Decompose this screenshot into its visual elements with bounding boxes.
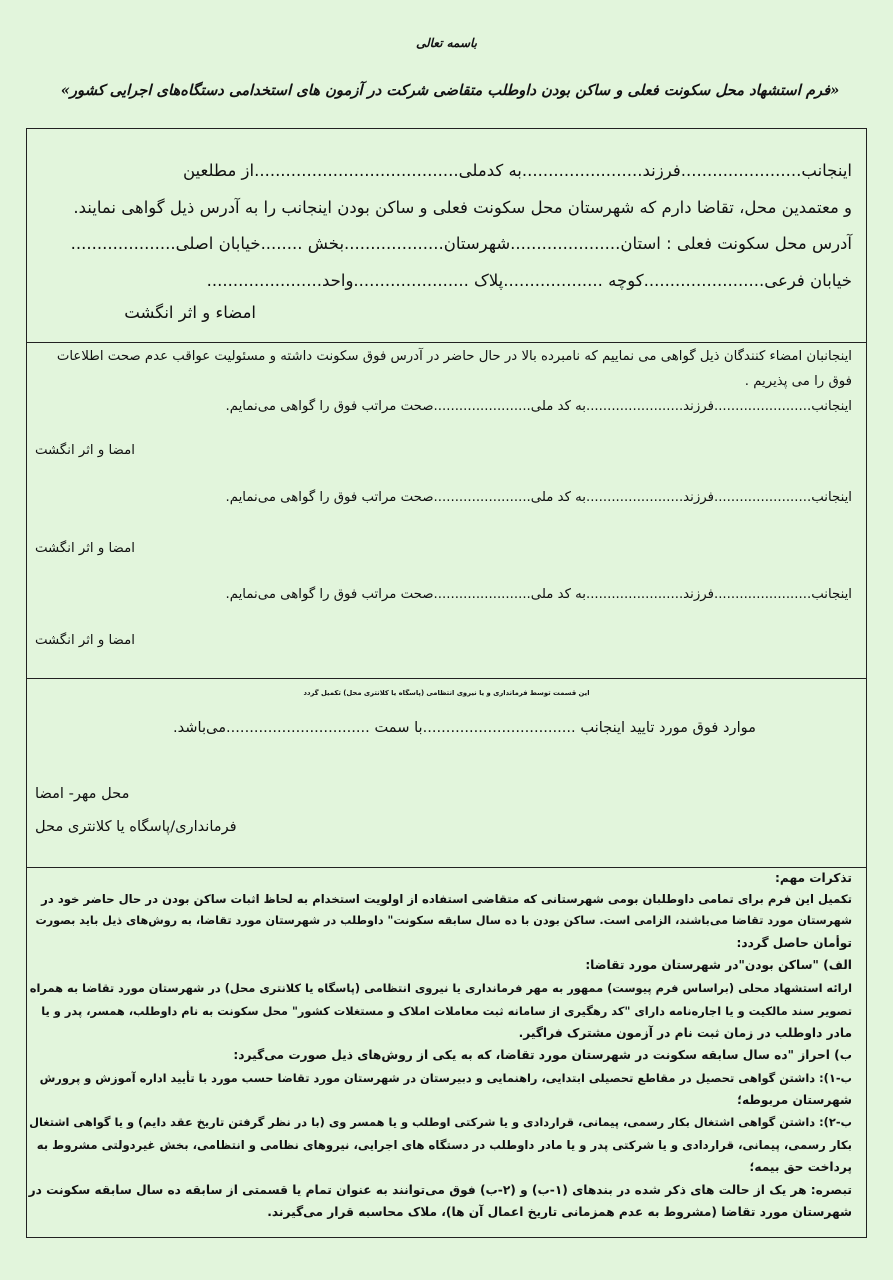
witness-intro-line-2: فوق را می پذیریم . — [744, 374, 852, 389]
stamp-signature-label: محل مهر- امضا — [35, 785, 130, 802]
witness-2-signature: امضا و اثر انگشت — [35, 541, 135, 556]
witness-3-line: اینجانب.......................فرزند.......................به کد ملی.......................صحت مراتب فوق را گواهی می‌نمایم. — [225, 587, 852, 602]
applicant-line-2: و معتمدین محل، تقاضا دارم که شهرستان محل سکونت فعلی و ساکن بودن اینجانب را به آدرس ذیل گواهی نمایند. — [73, 198, 852, 217]
authority-office-label: فرمانداری/پاسگاه یا کلانتری محل — [35, 818, 237, 835]
witness-2-line: اینجانب.......................فرزند.......................به کد ملی.......................صحت مراتب فوق را گواهی می‌نمایم. — [225, 490, 852, 505]
notes-heading: تذکرات مهم: — [775, 871, 852, 885]
applicant-section — [27, 129, 866, 343]
notes-line: ب-۲): داشتن گواهی اشتغال بکار رسمی، پیمانی، قراردادی و یا شرکتی اوطلب و یا همسر وی (با در نظر گرفتن تاریخ عقد دایم) و یا گواهی اشتغال — [29, 1115, 852, 1129]
witness-3-signature: امضا و اثر انگشت — [35, 633, 135, 648]
applicant-line-1: اینجانب.......................فرزند.......................به کدملی.......................................از مطلعین — [182, 161, 852, 180]
notes-line: شهرستان مورد تقاضا می‌باشند، الزامی است. ساکن بودن با ده سال سابقه سکونت" داوطلب در شهرستان مورد تقاضا، به روش‌های ذیل باید بصورت — [35, 914, 852, 927]
notes-line: ارائه استشهاد محلی (براساس فرم پیوست) ممهور به مهر فرمانداری یا نیروی انتظامی (پاسگاه یا کلانتری محل) در شهرستان مورد تقاضا به همراه — [29, 981, 852, 995]
authority-confirmation-line: موارد فوق مورد تایید اینجانب .................................با سمت ...............................می‌باشد. — [173, 719, 756, 736]
notes-section — [27, 868, 866, 1239]
notes-line: شهرستان مورد تقاضا (مشروط به عدم همزمانی تاریخ اعمال آن ها)، ملاک محاسبه قرار می‌گیرند. — [267, 1205, 852, 1219]
witness-1-signature: امضا و اثر انگشت — [35, 443, 135, 458]
authority-section — [27, 679, 866, 868]
notes-line: تصویر سند مالکیت و یا اجاره‌نامه دارای "کد رهگیری از سامانه ثبت معاملات املاک و مستغلات کشور" محل سکونت به نام داوطلب، همسر، پدر و یا — [41, 1004, 852, 1018]
notes-line: توأمان حاصل گردد: — [736, 936, 852, 950]
notes-line: تبصره: هر یک از حالت های ذکر شده در بندهای (۱-ب) و (۲-ب) فوق می‌توانند به عنوان تمام یا قسمتی از سابقه ده سال سابقه سکونت در — [28, 1183, 852, 1197]
witness-1-line: اینجانب.......................فرزند.......................به کد ملی.......................صحت مراتب فوق را گواهی می‌نمایم. — [225, 399, 852, 414]
notes-line: پرداخت حق بیمه؛ — [749, 1160, 852, 1174]
address-line-2: خیابان فرعی.......................کوچه ...................پلاک ......................واحد...................... — [206, 271, 852, 290]
address-line-1: آدرس محل سکونت فعلی : استان.....................شهرستان...................بخش ........خیابان اصلی.................... — [70, 234, 852, 253]
form-frame — [26, 128, 867, 1238]
bismillah-heading: باسمه تعالی — [415, 36, 478, 50]
applicant-signature-label: امضاء و اثر انگشت — [124, 303, 256, 322]
witness-intro-line-1: اینجانبان امضاء کنندگان ذیل گواهی می نماییم که نامبرده بالا در حال حاضر در آدرس فوق سکونت داشته و مسئولیت عواقب عدم صحت اطلاعات — [56, 349, 852, 364]
notes-line: ب-۱): داشتن گواهی تحصیل در مقاطع تحصیلی ابتدایی، راهنمایی و دبیرستان در شهرستان مورد تقاضا حسب مورد با تأیید اداره آموزش و پرورش — [39, 1071, 852, 1085]
notes-line: بکار رسمی، پیمانی، قراردادی و یا شرکتی پدر و یا مادر داوطلب در دستگاه های اجرایی، نیروهای نظامی و انتظامی، بخش غیردولتی مشروط به — [36, 1138, 852, 1152]
notes-line: مادر داوطلب در زمان ثبت نام در آزمون مشترک فراگیر. — [518, 1026, 852, 1040]
authority-heading: این قسمت توسط فرمانداری و یا نیروی انتظامی (پاسگاه یا کلانتری محل) تکمیل گردد — [303, 689, 590, 697]
witnesses-section — [27, 343, 866, 679]
notes-line: شهرستان مربوطه؛ — [737, 1093, 852, 1107]
form-title: «فرم استشهاد محل سکونت فعلی و ساکن بودن داوطلب متقاضی شرکت در آزمون های استخدامی دستگاه‌های اجرایی کشور» — [60, 82, 840, 99]
notes-line: الف) "ساکن بودن"در شهرستان مورد تقاضا: — [585, 958, 852, 972]
notes-line: ب) احراز "ده سال سابقه سکونت در شهرستان مورد تقاضا، که به یکی از روش‌های ذیل صورت می‌گیرد: — [233, 1048, 852, 1062]
notes-line: تکمیل این فرم برای تمامی داوطلبان بومی شهرستانی که متقاضی استفاده از اولویت استخدام به لحاظ اثبات ساکن بودن در حال حاضر خود در — [41, 892, 852, 906]
